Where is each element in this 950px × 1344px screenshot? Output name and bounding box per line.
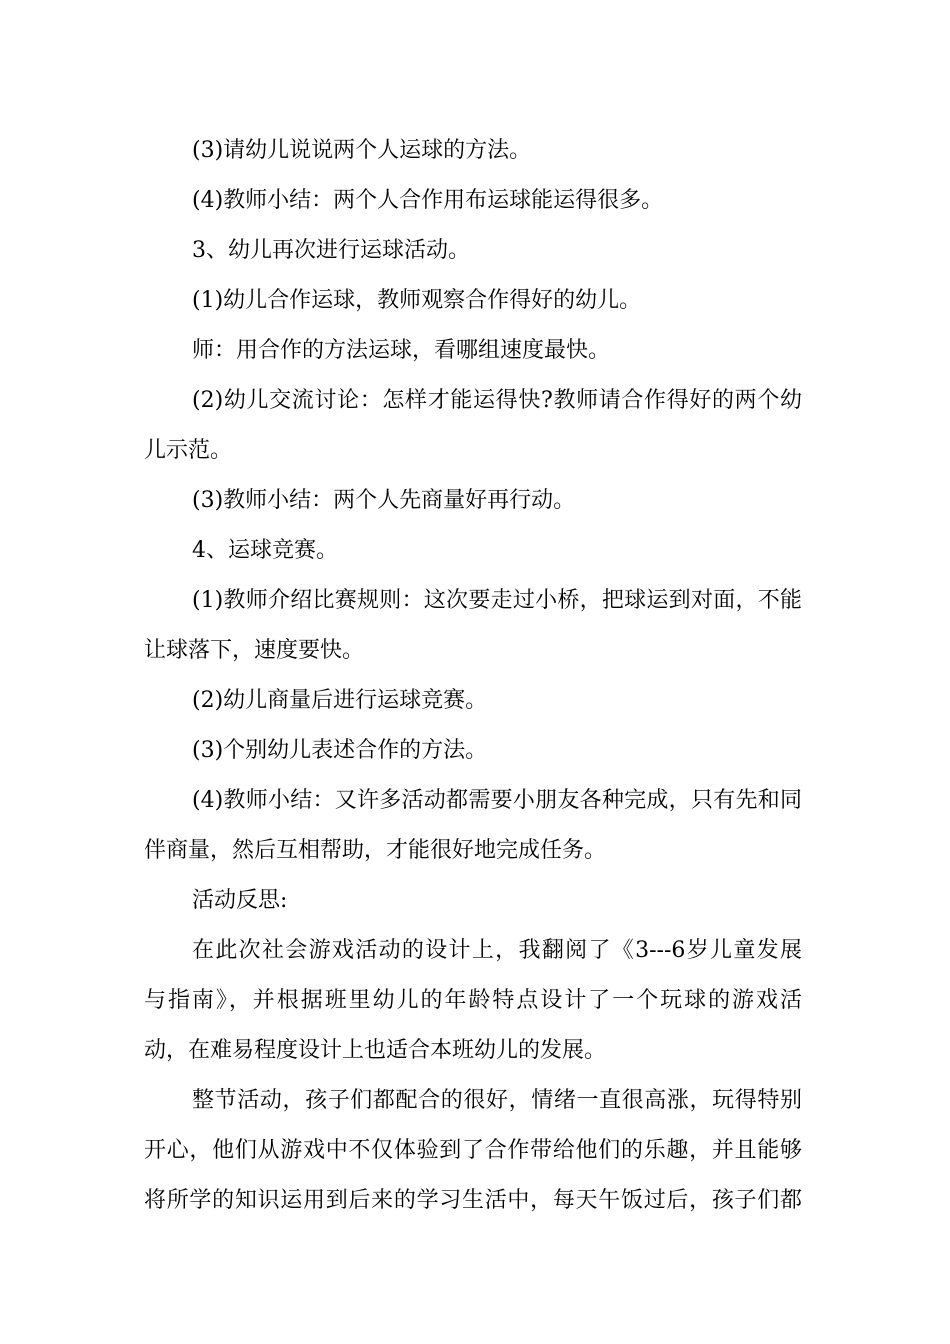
text-line: 3、幼儿再次进行运球活动。 [192, 238, 470, 263]
text-line: 活动反思: [192, 888, 288, 913]
text-line: (2)幼儿交流讨论：怎样才能运得快?教师请合作得好的两个幼 [192, 388, 802, 413]
text-line: 4、运球竞赛。 [192, 538, 338, 563]
text-line: 动，在难易程度设计上也适合本班幼儿的发展。 [144, 1038, 607, 1063]
text-line: 伴商量，然后互相帮助，才能很好地完成任务。 [144, 838, 607, 863]
text-line: (1)幼儿合作运球，教师观察合作得好的幼儿。 [192, 288, 642, 313]
text-line: 整节活动，孩子们都配合的很好，情绪一直很高涨，玩得特别 [192, 1088, 802, 1113]
text-line: 与指南》，并根据班里幼儿的年龄特点设计了一个玩球的游戏活 [144, 988, 802, 1013]
text-line: 在此次社会游戏活动的设计上，我翻阅了《3---6岁儿童发展 [192, 938, 802, 963]
text-line: 开心，他们从游戏中不仅体验到了合作带给他们的乐趣，并且能够 [144, 1138, 802, 1163]
text-line: (1)教师介绍比赛规则：这次要走过小桥，把球运到对面，不能 [192, 588, 802, 613]
text-line: (4)教师小结：又许多活动都需要小朋友各种完成，只有先和同 [192, 788, 802, 813]
text-line: (4)教师小结：两个人合作用布运球能运得很多。 [192, 188, 664, 213]
text-line: 让球落下，速度要快。 [144, 638, 365, 663]
text-line: (3)教师小结：两个人先商量好再行动。 [192, 488, 576, 513]
text-line: (3)个别幼儿表述合作的方法。 [192, 738, 488, 763]
text-line: (3)请幼儿说说两个人运球的方法。 [192, 138, 532, 163]
text-line: 将所学的知识运用到后来的学习生活中，每天午饭过后，孩子们都 [144, 1188, 802, 1213]
text-line: (2)幼儿商量后进行运球竞赛。 [192, 688, 488, 713]
text-line: 儿示范。 [144, 438, 233, 463]
text-line: 师：用合作的方法运球，看哪组速度最快。 [192, 338, 611, 363]
